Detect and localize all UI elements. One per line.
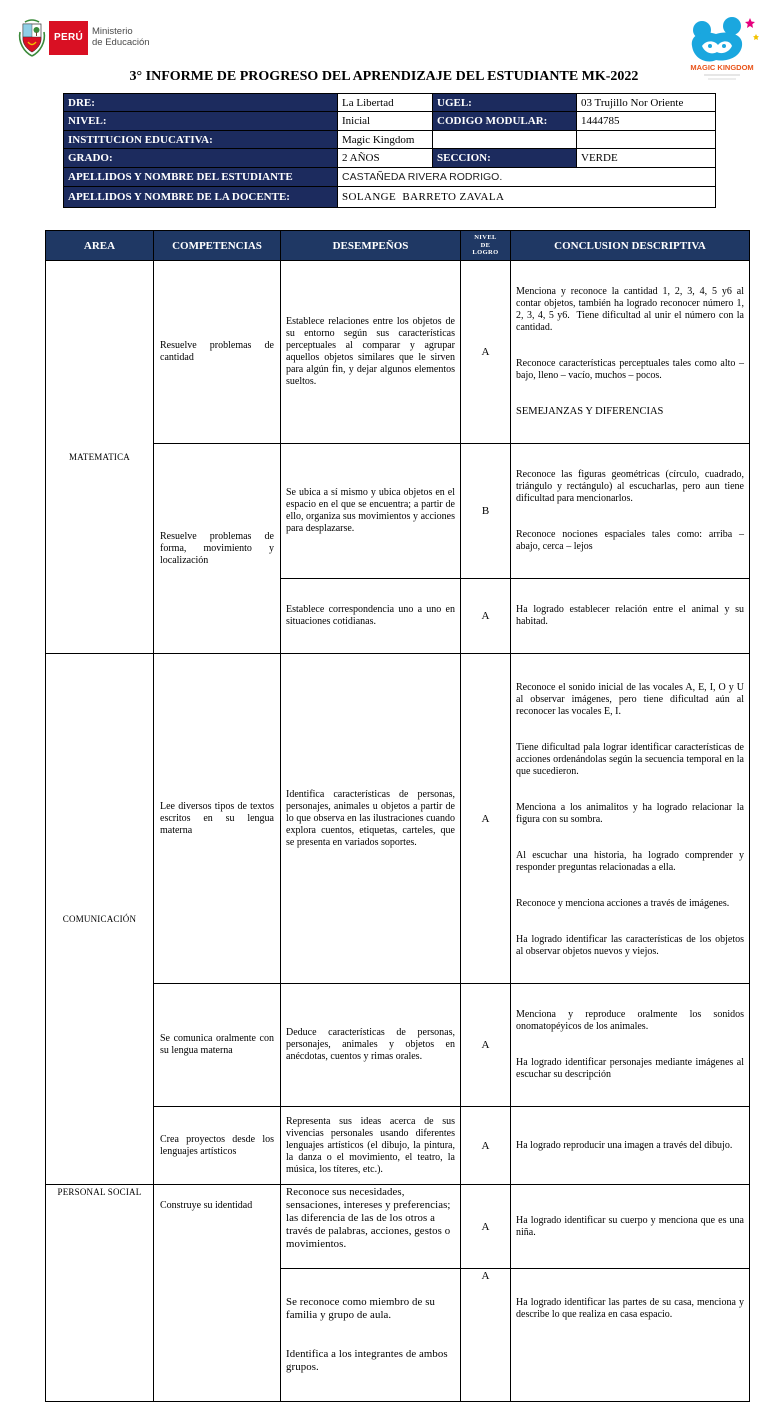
dre-value: La Libertad	[338, 94, 433, 112]
report-title: 3° INFORME DE PROGRESO DEL APRENDIZAJE DEL ESTUDIANTE MK-2022	[129, 69, 639, 84]
conclusion-text: Reconoce nociones espaciales tales como: arriba – abajo, cerca – lejos	[516, 529, 747, 552]
nivel-logro: A	[461, 1269, 511, 1402]
conclusion-text: Reconoce y menciona acciones a través de imágenes.	[516, 898, 730, 909]
student-info-table	[63, 93, 716, 208]
dre-label: DRE:	[64, 94, 338, 112]
header-nivel-logro	[461, 231, 511, 261]
conclusion-text: Reconoce las figuras geométricas (círculo, cuadrado, triángulo y rectángulo) al escucharlas, pero aun tiene dificultad para mencionarlos.	[516, 469, 747, 504]
desempeno-cell	[281, 444, 461, 579]
desempeno-text: Representa sus ideas acerca de sus vivencias personales usando diferentes lenguajes artísticos (el dibujo, la pintura, la danza o el movimiento, el teatro, la música, los títeres, etc.).	[286, 1115, 458, 1175]
nivel-logro: A	[461, 579, 511, 654]
desempeno-text: Establece relaciones entre los objetos de su entorno según sus características perceptuales al comparar y agrupar aquellos objetos similares que le sirven para algún fin, y dejar algunos elementos sueltos.	[286, 316, 458, 387]
docente-value: SOLANGE BARRETO ZAVALA	[338, 187, 716, 208]
conclusion-cell	[511, 654, 750, 984]
conclusion-cell	[511, 1269, 750, 1402]
area-personal-social: PERSONAL SOCIAL	[46, 1185, 154, 1402]
area-matematica: MATEMATICA	[46, 261, 154, 654]
competencia-construye-identidad: Construye su identidad	[154, 1185, 281, 1402]
ministry-line-1: Ministerio	[92, 26, 133, 37]
institucion-value: Magic Kingdom	[338, 131, 433, 149]
conclusion-text: Ha logrado identificar las características de los objetos al observar objetos nuevos y viejos.	[516, 934, 747, 957]
desempeno-cell	[281, 654, 461, 984]
desempeno-text: Identifica características de personas, personajes, animales u objetos a partir de lo que observa en las ilustraciones cuando explora cuentos, etiquetas, carteles, que se presenta en variados soportes.	[286, 788, 458, 848]
nivel-value: Inicial	[338, 112, 433, 131]
conclusion-cell	[511, 579, 750, 654]
desempeno-cell	[281, 579, 461, 654]
table-row	[46, 261, 750, 444]
header-conclusion: CONCLUSION DESCRIPTIVA	[511, 231, 750, 261]
ministry-line-2: de Educación	[92, 37, 150, 48]
conclusion-text: Ha logrado establecer relación entre el animal y su habitad.	[516, 604, 747, 627]
peru-coat-of-arms-icon	[16, 18, 48, 58]
header-area: AREA	[46, 231, 154, 261]
desempeno-text: Reconoce sus necesidades, sensaciones, intereses y preferencias; las diferencia de las de los otros a través de palabras, acciones, gestos o movimientos.	[286, 1186, 454, 1250]
ugel-label: UGEL:	[433, 94, 577, 112]
nivel-label: NIVEL:	[64, 112, 338, 131]
desempeno-text: Se ubica a sí mismo y ubica objetos en el espacio en el que se encuentra; a partir de ello, organiza sus movimientos y acciones para desplazarse.	[286, 487, 458, 534]
nivel-logro: A	[461, 654, 511, 984]
magic-kingdom-wordmark: MAGIC KINGDOM	[690, 63, 754, 72]
conclusion-cell	[511, 1107, 750, 1185]
conclusion-text: SEMEJANZAS Y DIFERENCIAS	[516, 406, 664, 417]
competencia-cantidad: Resuelve problemas de cantidad	[154, 261, 281, 444]
grado-label: GRADO:	[64, 149, 338, 168]
desempeno-text: Establece correspondencia uno a uno en situaciones cotidianas.	[286, 604, 458, 627]
nivel-logro: A	[461, 1107, 511, 1185]
desempeno-text: Identifica a los integrantes de ambos grupos.	[286, 1348, 451, 1373]
competencia-lee-textos: Lee diversos tipos de textos escritos en su lengua materna	[154, 654, 281, 984]
header-nivel-logro-line: NIVEL	[474, 234, 497, 242]
desempeno-cell	[281, 1269, 461, 1402]
table-header-row	[46, 231, 750, 261]
competencia-comunica-oralmente: Se comunica oralmente con su lengua materna	[154, 984, 281, 1107]
conclusion-cell	[511, 1185, 750, 1269]
estudiante-label: APELLIDOS Y NOMBRE DEL ESTUDIANTE	[64, 168, 338, 187]
institucion-label: INSTITUCION EDUCATIVA:	[64, 131, 338, 149]
header-competencias: COMPETENCIAS	[154, 231, 281, 261]
minedu-logo	[16, 18, 151, 58]
nivel-logro: A	[461, 1185, 511, 1269]
desempeno-text: Deduce características de personas, personajes, animales y objetos en anécdotas, cuentos y rimas orales.	[286, 1027, 458, 1062]
docente-label: APELLIDOS Y NOMBRE DE LA DOCENTE:	[64, 187, 338, 208]
conclusion-text: Ha logrado identificar las partes de su casa, menciona y describe lo que realiza en casa espacio.	[516, 1297, 747, 1320]
conclusion-text: Menciona y reconoce la cantidad 1, 2, 3, 4, 5 y6 al contar objetos, también ha logrado reconocer número 1, 2, 3, 4, 5 y6. Tiene dificultad al unir el número con la cantidad.	[516, 286, 747, 333]
conclusion-cell	[511, 984, 750, 1107]
conclusion-text: Reconoce el sonido inicial de las vocales A, E, I, O y U al observar imágenes, pero tiene dificultad aún al reconocer las vocales E, I.	[516, 682, 747, 717]
conclusion-text: Ha logrado identificar personajes mediante imágenes al escuchar su descripción	[516, 1057, 747, 1080]
area-comunicacion: COMUNICACIÓN	[46, 654, 154, 1185]
conclusion-text: Ha logrado reproducir una imagen a través del dibujo.	[516, 1139, 733, 1151]
conclusion-text: Ha logrado identificar su cuerpo y menciona que es una niña.	[516, 1214, 747, 1238]
codigo-modular-label: CODIGO MODULAR:	[433, 112, 577, 131]
nivel-logro: A	[461, 261, 511, 444]
conclusion-cell	[511, 261, 750, 444]
seccion-value: VERDE	[577, 149, 716, 168]
empty-cell	[433, 131, 577, 149]
table-row	[46, 1185, 750, 1269]
progress-table	[45, 230, 750, 1402]
nivel-logro: B	[461, 444, 511, 579]
ugel-value: 03 Trujillo Nor Oriente	[577, 94, 716, 112]
conclusion-text: Menciona a los animalitos y ha logrado relacionar la figura con su sombra.	[516, 802, 747, 825]
conclusion-text: Tiene dificultad pala lograr identificar características de acciones ordenándolas según la secuencia temporal en la que sucedieron.	[516, 742, 747, 777]
estudiante-value: CASTAÑEDA RIVERA RODRIGO.	[338, 168, 716, 187]
magic-kingdom-emblem-icon	[692, 17, 759, 61]
conclusion-text: Menciona y reproduce oralmente los sonidos onomatopéyicos de los animales.	[516, 1009, 747, 1032]
desempeno-cell	[281, 1185, 461, 1269]
ministry-name	[92, 26, 156, 48]
table-row	[46, 654, 750, 984]
desempeno-cell	[281, 261, 461, 444]
seccion-label: SECCION:	[433, 149, 577, 168]
empty-cell	[577, 131, 716, 149]
conclusion-text: Reconoce características perceptuales tales como alto – bajo, lleno – vacío, muchos – pocos.	[516, 358, 747, 381]
header-nivel-logro-line: DE	[480, 241, 491, 249]
header-nivel-logro-line: LOGRO	[472, 249, 499, 257]
desempeno-cell	[281, 984, 461, 1107]
competencia-crea-proyectos: Crea proyectos desde los lenguajes artísticos	[154, 1107, 281, 1185]
header-desempenos: DESEMPEÑOS	[281, 231, 461, 261]
grado-value: 2 AÑOS	[338, 149, 433, 168]
desempeno-text: Se reconoce como miembro de su familia y grupo de aula.	[286, 1296, 438, 1321]
conclusion-cell	[511, 444, 750, 579]
codigo-modular-value: 1444785	[577, 112, 716, 131]
competencia-forma-movimiento: Resuelve problemas de forma, movimiento y localización	[154, 444, 281, 654]
nivel-logro: A	[461, 984, 511, 1107]
peru-label: PERÚ	[49, 21, 88, 55]
desempeno-cell	[281, 1107, 461, 1185]
conclusion-text: Al escuchar una historia, ha logrado comprender y responder preguntas relacionadas a ella.	[516, 850, 747, 873]
